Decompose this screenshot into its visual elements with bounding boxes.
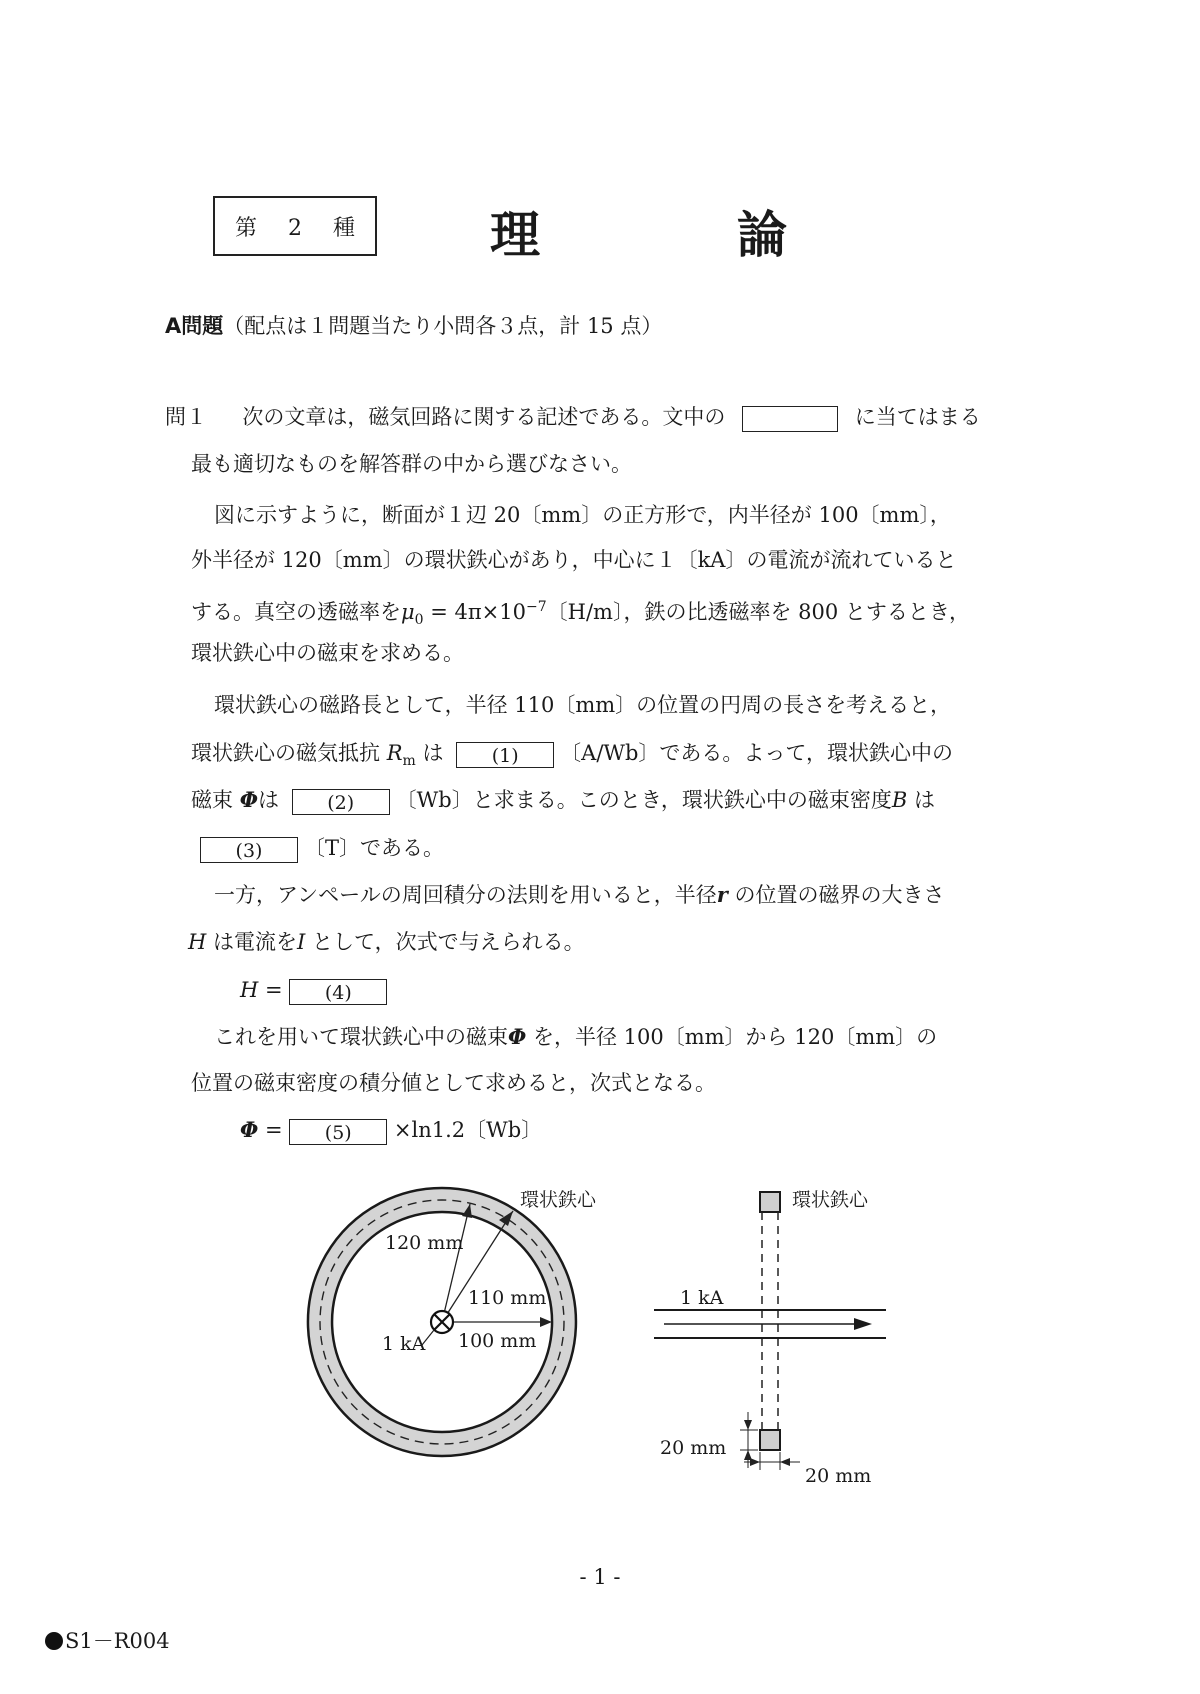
- current-label: 1 kA: [382, 1333, 426, 1355]
- equation-h: [240, 975, 387, 1005]
- text: の位置の磁界の大きさ: [727, 883, 945, 907]
- text: ×ln1.2〔Wb〕: [387, 1118, 543, 1142]
- text: 次の文章は，磁気回路に関する記述である。文中の: [242, 405, 726, 429]
- text: 磁束: [191, 788, 233, 812]
- text: 一方，アンペールの周回積分の法則を用いると，半径: [214, 883, 717, 907]
- question-line-6: [191, 638, 464, 668]
- title-char-ri: 理: [490, 206, 540, 264]
- question-line-15: [191, 1068, 716, 1098]
- empty-blank: [742, 406, 838, 432]
- answer-blank-2: (2): [292, 789, 390, 815]
- question-line-3: [214, 500, 951, 530]
- text: は: [907, 788, 935, 812]
- arrowhead: [780, 1458, 790, 1466]
- text: 〔H/m〕，鉄の比透磁率を 800 とするとき，: [546, 600, 971, 624]
- radius-110-arrow: [442, 1204, 470, 1322]
- grade-label: 第 2 種: [213, 196, 377, 256]
- mu-symbol: μ: [401, 600, 415, 624]
- question-line-5: [191, 592, 970, 635]
- radius-120-label: 120 mm: [385, 1232, 464, 1254]
- question-line-1: [165, 402, 981, 432]
- section-current-label: 1 kA: [680, 1287, 724, 1309]
- text: 環状鉄心の磁路長として，半径 110〔mm〕の位置の円周の長さを考えると，: [214, 693, 952, 717]
- document-code: [45, 1625, 170, 1655]
- text: 最も適切なものを解答群の中から選びなさい。: [191, 452, 632, 476]
- question-line-8: [191, 738, 953, 776]
- text: を，半径 100〔mm〕から 120〔mm〕の: [526, 1025, 938, 1049]
- section-scoring: （配点は１問題当たり小問各３点，計 15 点）: [223, 314, 663, 338]
- equation-phi: [240, 1115, 542, 1145]
- text: これを用いて環状鉄心中の磁束: [214, 1025, 508, 1049]
- question-line-12: [188, 927, 585, 957]
- page-number: - 1 -: [579, 1565, 621, 1589]
- radius-100-label: 100 mm: [458, 1330, 537, 1352]
- text: は: [415, 741, 444, 765]
- answer-blank-3: (3): [200, 837, 298, 863]
- text: 環状鉄心の磁気抵抗: [191, 741, 380, 765]
- text: は電流を: [206, 930, 298, 954]
- question-line-2: [191, 449, 632, 479]
- r-symbol: R: [386, 741, 403, 765]
- section-core-label: 環状鉄心: [792, 1189, 869, 1211]
- arrowhead: [540, 1317, 552, 1327]
- answer-blank-4: (4): [289, 979, 387, 1005]
- b-symbol: B: [891, 788, 908, 812]
- phi-symbol: Φ: [240, 1117, 259, 1142]
- superscript: −7: [526, 599, 547, 615]
- text: する。真空の透磁率を: [191, 600, 401, 624]
- text: 〔A/Wb〕である。よって，環状鉄心中の: [560, 741, 954, 765]
- equals: =: [258, 978, 290, 1002]
- h-symbol: H: [188, 930, 207, 954]
- question-line-4: [191, 545, 956, 575]
- text: は: [257, 788, 279, 812]
- core-section-bottom: [760, 1430, 780, 1450]
- arrowhead: [744, 1420, 752, 1430]
- subscript: 0: [414, 612, 424, 629]
- text: = 4π×10: [423, 600, 527, 624]
- radius-110-label: 110 mm: [468, 1287, 547, 1309]
- equals: =: [258, 1118, 290, 1142]
- r-var: r: [716, 882, 728, 907]
- bullet-dot-icon: [45, 1632, 63, 1650]
- dim-vertical-label: 20 mm: [660, 1437, 727, 1459]
- title-char-ron: 論: [737, 206, 787, 264]
- text: 外半径が 120〔mm〕の環状鉄心があり，中心に１〔kA〕の電流が流れていると: [191, 548, 957, 572]
- dim-horizontal-label: 20 mm: [805, 1465, 872, 1487]
- answer-blank-5: (5): [289, 1119, 387, 1145]
- section-label: A問題: [165, 314, 224, 338]
- text: 図に示すように，断面が１辺 20〔mm〕の正方形で，内半径が 100〔mm〕，: [214, 503, 951, 527]
- phi-symbol: Φ: [239, 787, 258, 812]
- arrowhead: [854, 1318, 872, 1330]
- text: に当てはまる: [854, 405, 981, 429]
- core-section-top: [760, 1192, 780, 1212]
- text: 環状鉄心中の磁束を求める。: [191, 641, 464, 665]
- question-line-9: [191, 785, 935, 815]
- text: 〔Wb〕と求まる。このとき，環状鉄心中の磁束密度: [395, 788, 892, 812]
- h-symbol: H: [240, 978, 259, 1002]
- i-symbol: I: [297, 930, 306, 954]
- question-line-7: [214, 690, 951, 720]
- question-number: 問１: [165, 405, 207, 429]
- question-line-14: [214, 1022, 937, 1052]
- text: 位置の磁束密度の積分値として求めると，次式となる。: [191, 1071, 716, 1095]
- ring-core-label: 環状鉄心: [520, 1189, 597, 1211]
- text: 〔T〕である。: [304, 836, 445, 860]
- text: として，次式で与えられる。: [305, 930, 585, 954]
- subscript: m: [402, 753, 416, 770]
- question-line-11: [214, 880, 945, 910]
- phi-symbol: Φ: [508, 1024, 527, 1049]
- ring-core-figure: [300, 1180, 600, 1480]
- answer-blank-1: (1): [456, 742, 554, 768]
- section-heading: [165, 310, 662, 340]
- arrowhead: [750, 1458, 760, 1466]
- code-text: S1－R004: [65, 1629, 170, 1653]
- question-line-10: [200, 833, 444, 863]
